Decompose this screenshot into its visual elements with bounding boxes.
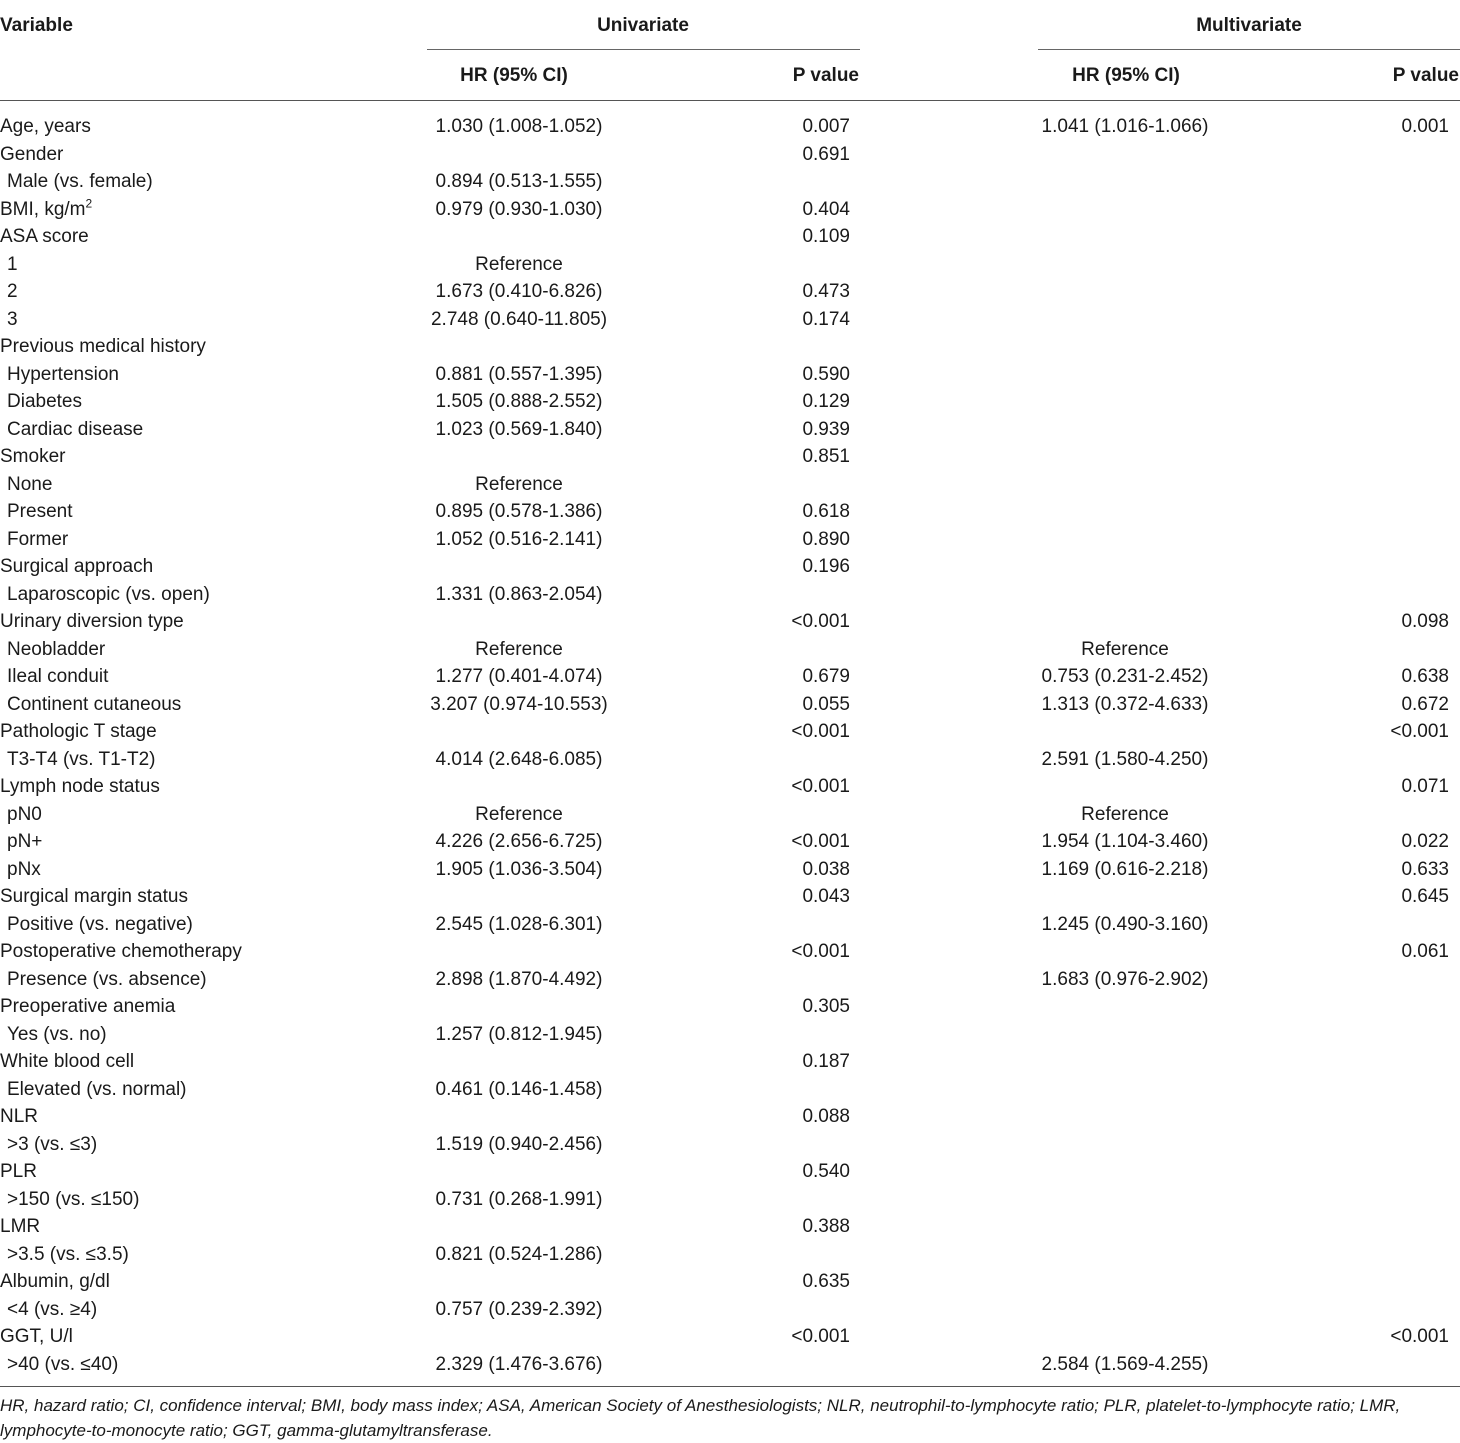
cell-uni-p: <0.001 (791, 721, 850, 742)
table-row (0, 773, 1460, 801)
table-row (0, 1103, 1460, 1131)
cell-variable: Diabetes (7, 391, 82, 412)
cell-uni-p: 0.043 (802, 886, 850, 907)
cell-multi-p: <0.001 (1390, 721, 1449, 742)
table-row (0, 1323, 1460, 1351)
cell-variable: Previous medical history (0, 336, 206, 357)
cell-multi-hr: Reference (1081, 803, 1169, 825)
table-row (0, 1048, 1460, 1076)
cell-multi-hr: 2.584 (1.569-4.255) (1041, 1353, 1209, 1375)
cell-multi-hr: 1.245 (0.490-3.160) (1041, 913, 1209, 935)
cell-uni-hr: 1.331 (0.863-2.054) (435, 583, 603, 605)
cell-uni-p: 0.618 (802, 501, 850, 522)
cell-variable: Pathologic T stage (0, 721, 157, 742)
table-row (0, 553, 1460, 581)
cell-variable: 1 (7, 253, 18, 275)
cell-variable: Postoperative chemotherapy (0, 941, 242, 962)
cell-variable: GGT, U/l (0, 1326, 73, 1347)
table-row (0, 498, 1460, 526)
cell-uni-hr: 2.748 (0.640-11.805) (430, 308, 608, 330)
table-row (0, 1241, 1460, 1269)
cell-uni-hr: Reference (475, 473, 563, 495)
multivariate-rule (1038, 49, 1460, 50)
cell-variable: Continent cutaneous (7, 693, 182, 715)
cell-multi-p: 0.672 (1401, 693, 1449, 715)
cell-variable: 2 (7, 281, 18, 302)
cell-uni-hr: 1.673 (0.410-6.826) (435, 281, 603, 302)
table-row (0, 663, 1460, 691)
table-row (0, 1076, 1460, 1104)
cell-variable: NLR (0, 1106, 39, 1127)
table-row (0, 608, 1460, 636)
cell-uni-hr: 0.461 (0.146-1.458) (435, 1078, 603, 1100)
cell-uni-p: 0.305 (802, 996, 850, 1017)
cell-variable: White blood cell (0, 1051, 135, 1072)
cell-variable: Urinary diversion type (0, 611, 184, 632)
cell-uni-p: 0.691 (802, 143, 850, 165)
header-multivariate: Multivariate (1196, 15, 1302, 36)
table-row (0, 278, 1460, 306)
table-row (0, 1158, 1460, 1186)
cell-uni-p: 0.473 (802, 281, 850, 302)
table-row (0, 471, 1460, 499)
table-row (0, 636, 1460, 664)
cell-uni-hr: 1.257 (0.812-1.945) (435, 1023, 603, 1045)
cell-uni-p: 0.129 (802, 391, 850, 412)
cell-uni-p: 0.007 (802, 116, 850, 137)
cell-multi-hr: 1.683 (0.976-2.902) (1041, 968, 1209, 990)
cell-multi-hr: 1.041 (1.016-1.066) (1041, 116, 1209, 137)
cell-variable (0, 196, 92, 223)
cell-variable: Surgical margin status (0, 886, 188, 907)
cell-uni-p: 0.388 (802, 1216, 850, 1237)
cell-uni-p: 0.590 (802, 363, 850, 385)
univariate-rule (427, 49, 860, 50)
cell-uni-p: <0.001 (791, 776, 850, 797)
table-row (0, 1021, 1460, 1049)
table-row (0, 1213, 1460, 1241)
cell-variable: ASA score (0, 226, 89, 247)
table-row (0, 691, 1460, 719)
cell-variable: Albumin, g/dl (0, 1271, 110, 1292)
cell-uni-hr: 1.519 (0.940-2.456) (435, 1133, 603, 1155)
cell-uni-hr: 4.014 (2.648-6.085) (435, 748, 603, 770)
cell-multi-p: 0.645 (1401, 886, 1449, 907)
table-row (0, 113, 1460, 141)
table-row (0, 993, 1460, 1021)
cell-variable: Presence (vs. absence) (7, 968, 207, 990)
cell-uni-p: 0.038 (802, 858, 850, 880)
cell-uni-hr: Reference (475, 638, 563, 660)
cell-variable: >3.5 (vs. ≤3.5) (7, 1243, 129, 1265)
cell-uni-p: 0.679 (802, 666, 850, 687)
cell-multi-p: 0.071 (1401, 776, 1449, 797)
table-body (0, 101, 1460, 1378)
cell-variable: LMR (0, 1216, 41, 1237)
cell-variable: <4 (vs. ≥4) (7, 1298, 98, 1320)
table-row (0, 828, 1460, 856)
table-row (0, 746, 1460, 774)
cell-variable: Elevated (vs. normal) (7, 1078, 187, 1100)
cell-multi-p: 0.633 (1401, 858, 1449, 880)
table-row (0, 416, 1460, 444)
cell-uni-p: 0.851 (802, 446, 850, 467)
cell-uni-p: 0.404 (802, 198, 850, 220)
cell-multi-hr: 1.169 (0.616-2.218) (1041, 858, 1209, 880)
table-row (0, 801, 1460, 829)
cell-variable: 3 (7, 308, 18, 330)
cell-uni-hr: 0.894 (0.513-1.555) (435, 171, 603, 192)
header-uni-p: P value (792, 65, 859, 86)
cell-uni-p: 0.939 (802, 418, 850, 440)
table-row (0, 581, 1460, 609)
cell-variable: Gender (0, 143, 64, 165)
table-row (0, 1186, 1460, 1214)
table-row (0, 1268, 1460, 1296)
cell-uni-p: 0.055 (802, 693, 850, 715)
cell-uni-hr: 1.277 (0.401-4.074) (435, 666, 603, 687)
cell-variable: Present (7, 501, 73, 522)
header-uni-hr: HR (95% CI) (460, 65, 568, 86)
cell-variable: Male (vs. female) (7, 171, 153, 192)
cell-uni-p: 0.196 (802, 556, 850, 577)
cell-uni-p: 0.890 (802, 528, 850, 550)
cell-multi-hr: Reference (1081, 638, 1169, 660)
table-row (0, 361, 1460, 389)
cell-variable: Cardiac disease (7, 418, 144, 440)
cell-variable: pN+ (7, 831, 43, 852)
table-row (0, 1131, 1460, 1159)
table-row (0, 443, 1460, 471)
cell-uni-hr: 0.979 (0.930-1.030) (435, 198, 603, 220)
cell-uni-hr: 1.052 (0.516-2.141) (435, 528, 603, 550)
cell-multi-p: 0.061 (1401, 941, 1449, 962)
cell-uni-hr: Reference (475, 253, 563, 275)
cell-multi-hr: 0.753 (0.231-2.452) (1041, 666, 1209, 687)
table-row (0, 306, 1460, 334)
cell-multi-p: <0.001 (1390, 1326, 1449, 1347)
cell-uni-hr: 0.757 (0.239-2.392) (435, 1298, 603, 1320)
table-row (0, 168, 1460, 196)
cell-variable: Smoker (0, 446, 66, 467)
cell-variable: PLR (0, 1161, 37, 1182)
header-multi-p: P value (1392, 65, 1459, 86)
cell-uni-hr: 2.898 (1.870-4.492) (435, 968, 603, 990)
cell-uni-hr: 1.505 (0.888-2.552) (435, 391, 603, 412)
cell-multi-hr: 2.591 (1.580-4.250) (1041, 748, 1209, 770)
cell-uni-hr: 2.329 (1.476-3.676) (435, 1353, 603, 1375)
cell-multi-p: 0.638 (1401, 666, 1449, 687)
cell-uni-hr: 1.030 (1.008-1.052) (435, 116, 603, 137)
table-row (0, 1296, 1460, 1324)
cell-variable: Ileal conduit (7, 666, 109, 687)
cell-multi-p: 0.022 (1401, 831, 1449, 852)
cell-uni-p: 0.187 (802, 1051, 850, 1072)
cell-uni-p: 0.174 (802, 308, 850, 330)
cell-uni-hr: 0.731 (0.268-1.991) (435, 1188, 603, 1210)
cell-uni-p: 0.540 (802, 1161, 850, 1182)
table-row (0, 141, 1460, 169)
table-row (0, 966, 1460, 994)
cell-variable: Age, years (0, 116, 91, 137)
table-row (0, 388, 1460, 416)
table-row (0, 883, 1460, 911)
cell-variable: Lymph node status (0, 776, 160, 797)
cell-uni-hr: 1.023 (0.569-1.840) (435, 418, 603, 440)
cell-variable: Former (7, 528, 69, 550)
table-row (0, 911, 1460, 939)
cell-multi-p: 0.098 (1401, 611, 1449, 632)
cell-variable: Hypertension (7, 363, 119, 385)
cell-variable: pNx (7, 858, 41, 880)
header-variable: Variable (0, 15, 73, 36)
cell-variable: >3 (vs. ≤3) (7, 1133, 98, 1155)
variable-text: BMI, kg/m (0, 198, 86, 220)
table-row (0, 1351, 1460, 1379)
cell-uni-p: 0.109 (802, 226, 850, 247)
cell-variable: >150 (vs. ≤150) (7, 1188, 140, 1210)
header-univariate: Univariate (597, 15, 689, 36)
cell-uni-p: 0.088 (802, 1106, 850, 1127)
cell-uni-hr: 2.545 (1.028-6.301) (435, 913, 603, 935)
cell-variable: None (7, 473, 53, 495)
cell-variable: Neobladder (7, 638, 106, 660)
table-row (0, 718, 1460, 746)
cell-multi-hr: 1.313 (0.372-4.633) (1041, 693, 1209, 715)
cell-uni-p: <0.001 (791, 831, 850, 852)
header-multi-hr: HR (95% CI) (1072, 65, 1180, 86)
table-row (0, 196, 1460, 224)
table-header (0, 0, 1460, 101)
cell-uni-hr: 0.881 (0.557-1.395) (435, 363, 603, 385)
cell-uni-hr: 3.207 (0.974-10.553) (430, 693, 608, 715)
table-row (0, 856, 1460, 884)
table-row (0, 333, 1460, 361)
cell-variable: Preoperative anemia (0, 996, 176, 1017)
cell-multi-hr: 1.954 (1.104-3.460) (1041, 831, 1209, 852)
cell-multi-p: 0.001 (1401, 116, 1449, 137)
cell-variable: Laparoscopic (vs. open) (7, 583, 210, 605)
cell-uni-hr: 0.821 (0.524-1.286) (435, 1243, 603, 1265)
cell-uni-hr: Reference (475, 803, 563, 825)
superscript: 2 (85, 196, 93, 211)
cell-variable: Positive (vs. negative) (7, 913, 193, 935)
cell-variable: T3-T4 (vs. T1-T2) (7, 748, 156, 770)
cell-uni-p: <0.001 (791, 611, 850, 632)
table-row (0, 526, 1460, 554)
cell-uni-hr: 1.905 (1.036-3.504) (435, 858, 603, 880)
cell-variable: Surgical approach (0, 556, 154, 577)
cell-variable: pN0 (7, 803, 42, 825)
cell-uni-p: <0.001 (791, 941, 850, 962)
cell-uni-p: <0.001 (791, 1326, 850, 1347)
table-row (0, 223, 1460, 251)
footnote: HR, hazard ratio; CI, confidence interval; BMI, body mass index; ASA, American Society of Anesthesiologists; NLR, neutrophil-to-lymphocyte ratio; PLR, platelet-to-lymphocyte ratio; LMR, lymphocyte-to-monocyte ratio; GGT, gamma-glutamyltransferase. (0, 1396, 1401, 1440)
cell-variable: Yes (vs. no) (7, 1023, 107, 1045)
cell-variable: >40 (vs. ≤40) (7, 1353, 119, 1375)
table-row (0, 251, 1460, 279)
cell-uni-p: 0.635 (802, 1271, 850, 1292)
table-row (0, 938, 1460, 966)
cell-uni-hr: 4.226 (2.656-6.725) (435, 831, 603, 852)
cell-uni-hr: 0.895 (0.578-1.386) (435, 501, 603, 522)
